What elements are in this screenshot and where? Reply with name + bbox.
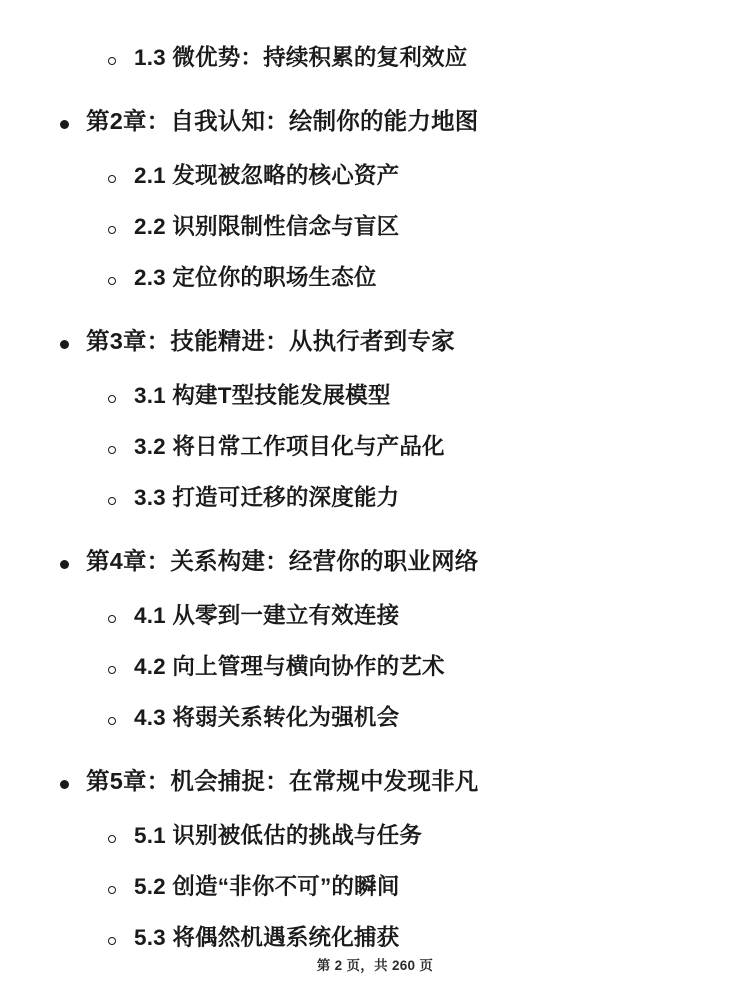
hollow-bullet-icon <box>108 426 134 474</box>
toc-entry[interactable] <box>60 812 690 863</box>
toc-entry[interactable] <box>60 863 690 914</box>
hollow-bullet-icon <box>108 815 134 863</box>
filled-bullet-icon <box>60 98 86 150</box>
hollow-bullet-icon <box>108 595 134 643</box>
hollow-bullet-icon <box>108 155 134 203</box>
toc-entry[interactable] <box>60 203 690 254</box>
toc-entry[interactable] <box>60 694 690 745</box>
toc-entry-label: 5.1 识别被低估的挑战与任务 <box>134 823 423 848</box>
toc-entry[interactable] <box>60 34 690 85</box>
toc-entry[interactable] <box>60 315 690 370</box>
toc-entry-label: 5.3 将偶然机遇系统化捕获 <box>134 925 400 950</box>
toc-entry-label: 第3章：技能精进：从执行者到专家 <box>86 328 455 354</box>
toc-entry[interactable] <box>60 152 690 203</box>
toc-entry[interactable] <box>60 592 690 643</box>
toc-entry[interactable] <box>60 755 690 810</box>
hollow-bullet-icon <box>108 206 134 254</box>
hollow-bullet-icon <box>108 697 134 745</box>
toc-entry-label: 5.2 创造“非你不可”的瞬间 <box>134 874 400 899</box>
toc-entry[interactable] <box>60 535 690 590</box>
hollow-bullet-icon <box>108 477 134 525</box>
toc-entry[interactable] <box>60 372 690 423</box>
toc-entry-label: 4.1 从零到一建立有效连接 <box>134 603 400 628</box>
toc-entry-label: 第2章：自我认知：绘制你的能力地图 <box>86 108 479 134</box>
toc-entry[interactable] <box>60 474 690 525</box>
spacer <box>60 85 690 95</box>
hollow-bullet-icon <box>108 257 134 305</box>
spacer <box>60 525 690 535</box>
toc-entry-label: 4.2 向上管理与横向协作的艺术 <box>134 654 445 679</box>
toc-entry-label: 3.1 构建T型技能发展模型 <box>134 383 391 408</box>
toc-entry[interactable] <box>60 95 690 150</box>
table-of-contents <box>60 34 690 965</box>
hollow-bullet-icon <box>108 375 134 423</box>
toc-entry[interactable] <box>60 423 690 474</box>
page-footer: 第 2 页，共 260 页 <box>316 958 434 973</box>
hollow-bullet-icon <box>108 866 134 914</box>
hollow-bullet-icon <box>108 646 134 694</box>
toc-entry-label: 第5章：机会捕捉：在常规中发现非凡 <box>86 768 479 794</box>
hollow-bullet-icon <box>108 37 134 85</box>
toc-entry-label: 2.3 定位你的职场生态位 <box>134 265 377 290</box>
toc-entry[interactable] <box>60 254 690 305</box>
spacer <box>60 305 690 315</box>
toc-entry-label: 3.3 打造可迁移的深度能力 <box>134 485 400 510</box>
toc-entry-label: 2.1 发现被忽略的核心资产 <box>134 163 400 188</box>
toc-entry[interactable] <box>60 643 690 694</box>
toc-entry-label: 3.2 将日常工作项目化与产品化 <box>134 434 445 459</box>
toc-entry-label: 4.3 将弱关系转化为强机会 <box>134 705 400 730</box>
toc-entry-label: 2.2 识别限制性信念与盲区 <box>134 214 400 239</box>
filled-bullet-icon <box>60 758 86 810</box>
spacer <box>60 745 690 755</box>
toc-entry-label: 第4章：关系构建：经营你的职业网络 <box>86 548 479 574</box>
toc-entry-label: 1.3 微优势：持续积累的复利效应 <box>134 45 468 70</box>
filled-bullet-icon <box>60 318 86 370</box>
filled-bullet-icon <box>60 538 86 590</box>
